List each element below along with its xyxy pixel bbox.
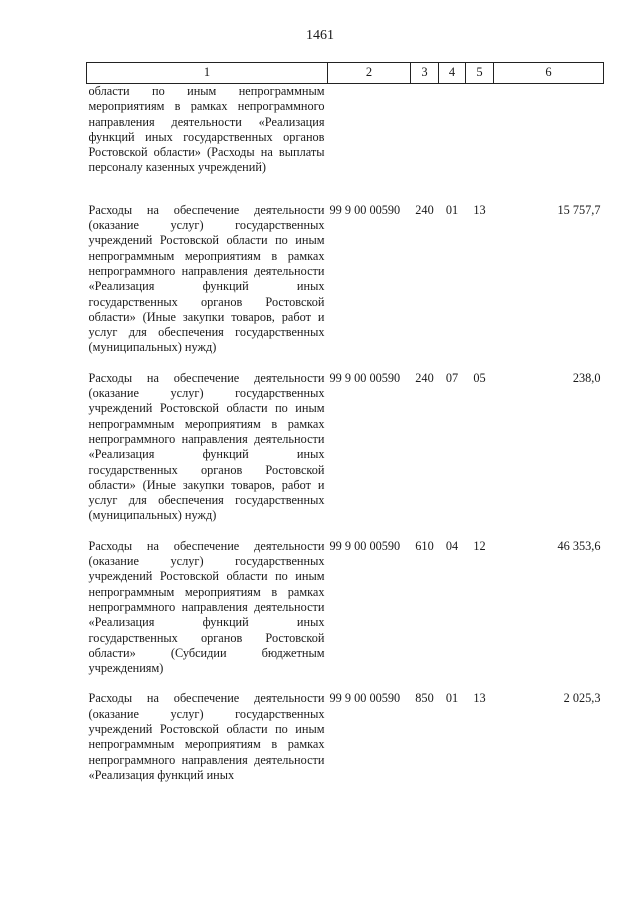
page-number: 1461 (306, 28, 334, 43)
row-amount: 15 757,7 (557, 202, 601, 217)
row-description: области по иным непрограммным мероприятиям в рамках непрограммного направления деятельности «Реализация функций иных государственных органов Ростовской области» (Расходы на выплаты персоналу казенных учреждений) (88, 84, 325, 175)
table-row (87, 676, 604, 783)
row-subsection (466, 84, 494, 188)
row-description: Расходы на обеспечение деятельности (оказание услуг) государственных учреждений Ростовской области по иным непрограммным мероприятиям в рамках непрограммного направления деятельности «Реализация функций иных государственных органов Ростовской области» (Субсидии бюджетным учреждениям) (88, 538, 325, 676)
column-header-target-article: 2 (328, 63, 411, 84)
row-amount: 2 025,3 (563, 691, 601, 706)
table-row (87, 188, 604, 356)
table-row (87, 356, 604, 524)
table-row (87, 84, 604, 188)
row-subsection: 12 (473, 538, 486, 553)
column-header-expense-type: 3 (411, 63, 439, 84)
row-subsection: 05 (473, 370, 486, 385)
row-amount (494, 84, 604, 188)
row-target-article: 99 9 00 00590 (329, 691, 401, 706)
row-expense-type: 610 (415, 538, 434, 553)
row-description: Расходы на обеспечение деятельности (оказание услуг) государственных учреждений Ростовской области по иным непрограммным мероприятиям в рамках непрограммного направления деятельности «Реализация функций иных государственных органов Ростовской области» (Иные закупки товаров, работ и услуг для обеспечения государственных (муниципальных) нужд) (88, 370, 325, 523)
column-header-description: 1 (87, 63, 328, 84)
table-header-row (87, 63, 604, 84)
row-section: 01 (445, 202, 459, 217)
row-target-article: 99 9 00 00590 (329, 202, 401, 217)
row-expense-type: 240 (415, 202, 434, 217)
row-expense-type: 850 (415, 691, 434, 706)
row-subsection: 13 (473, 202, 486, 217)
row-amount: 46 353,6 (557, 538, 601, 553)
budget-table (86, 62, 604, 783)
column-header-section: 4 (439, 63, 466, 84)
row-amount: 238,0 (572, 370, 601, 385)
row-expense-type (411, 84, 439, 188)
row-target-article: 99 9 00 00590 (329, 538, 401, 553)
row-target-article: 99 9 00 00590 (329, 370, 401, 385)
row-section (439, 84, 466, 188)
column-header-amount: 6 (494, 63, 604, 84)
column-header-subsection: 5 (466, 63, 494, 84)
row-section: 01 (445, 691, 459, 706)
table-row (87, 524, 604, 677)
row-target-article (328, 84, 411, 188)
row-subsection: 13 (473, 691, 486, 706)
row-description: Расходы на обеспечение деятельности (оказание услуг) государственных учреждений Ростовской области по иным непрограммным мероприятиям в рамках непрограммного направления деятельности «Реализация функций иных (88, 691, 325, 782)
row-section: 07 (445, 370, 459, 385)
row-description: Расходы на обеспечение деятельности (оказание услуг) государственных учреждений Ростовской области по иным непрограммным мероприятиям в рамках непрограммного направления деятельности «Реализация функций иных государственных органов Ростовской области» (Иные закупки товаров, работ и услуг для обеспечения государственных (муниципальных) нужд) (88, 202, 325, 355)
row-section: 04 (445, 538, 459, 553)
row-expense-type: 240 (415, 370, 434, 385)
